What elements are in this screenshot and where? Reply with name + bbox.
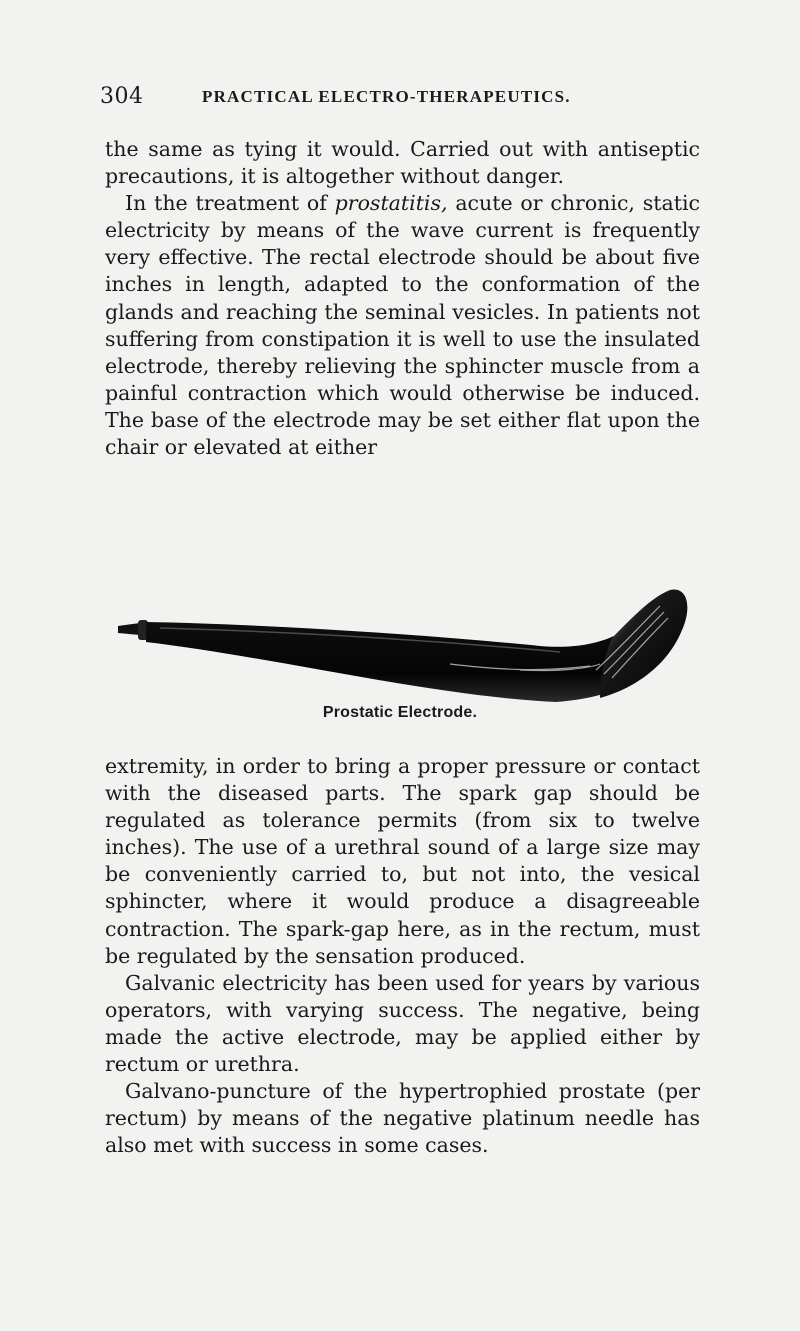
page-number: 304 — [100, 84, 144, 109]
body-text-top — [105, 136, 700, 461]
paragraph: the same as tying it would. Carried out with antiseptic precautions, it is altogether without danger. — [105, 137, 700, 189]
page-header — [100, 80, 700, 114]
italic-term: prostatitis, — [334, 191, 448, 216]
running-head: PRACTICAL ELECTRO-THERAPEUTICS. — [202, 87, 571, 106]
figure-prostatic-electrode — [0, 578, 800, 738]
paragraph-prostatitis — [105, 190, 700, 461]
paragraph-text: In the treatment of — [125, 191, 335, 216]
paragraph: Galvano-puncture of the hypertrophied prostate (per rectum) by means of the negative platinum needle has also met with success in some cases. — [105, 1079, 700, 1158]
figure-caption: Prostatic Electrode. — [322, 704, 478, 721]
prostatic-electrode-illustration — [0, 578, 800, 708]
paragraph: extremity, in order to bring a proper pressure or contact with the diseased parts. The spark gap should be regulated as tolerance permits (from six to twelve inches). The use of a urethral sound of a large size may be conveniently carried to, but not into, the vesical sphincter, where it would produce a disagreeable contraction. The spark-gap here, as in the rectum, must be regulated by the sensation produced. — [105, 754, 700, 968]
paragraph-text: acute or chronic, static electricity by means of the wave current is frequently very effective. The rectal electrode should be about five inches in length, adapted to the conformation of the glands and reaching the seminal vesicles. In patients not suffering from constipation it is well to use the insulated electrode, thereby relieving the sphincter muscle from a painful contraction which would otherwise be induced. The base of the electrode may be set either flat upon the chair or elevated at either — [105, 191, 700, 460]
paragraph: Galvanic electricity has been used for years by various operators, with varying success. The negative, being made the active electrode, may be applied either by rectum or urethra. — [105, 970, 700, 1077]
electrode-connector — [118, 623, 140, 635]
body-text-bottom — [105, 753, 700, 1159]
